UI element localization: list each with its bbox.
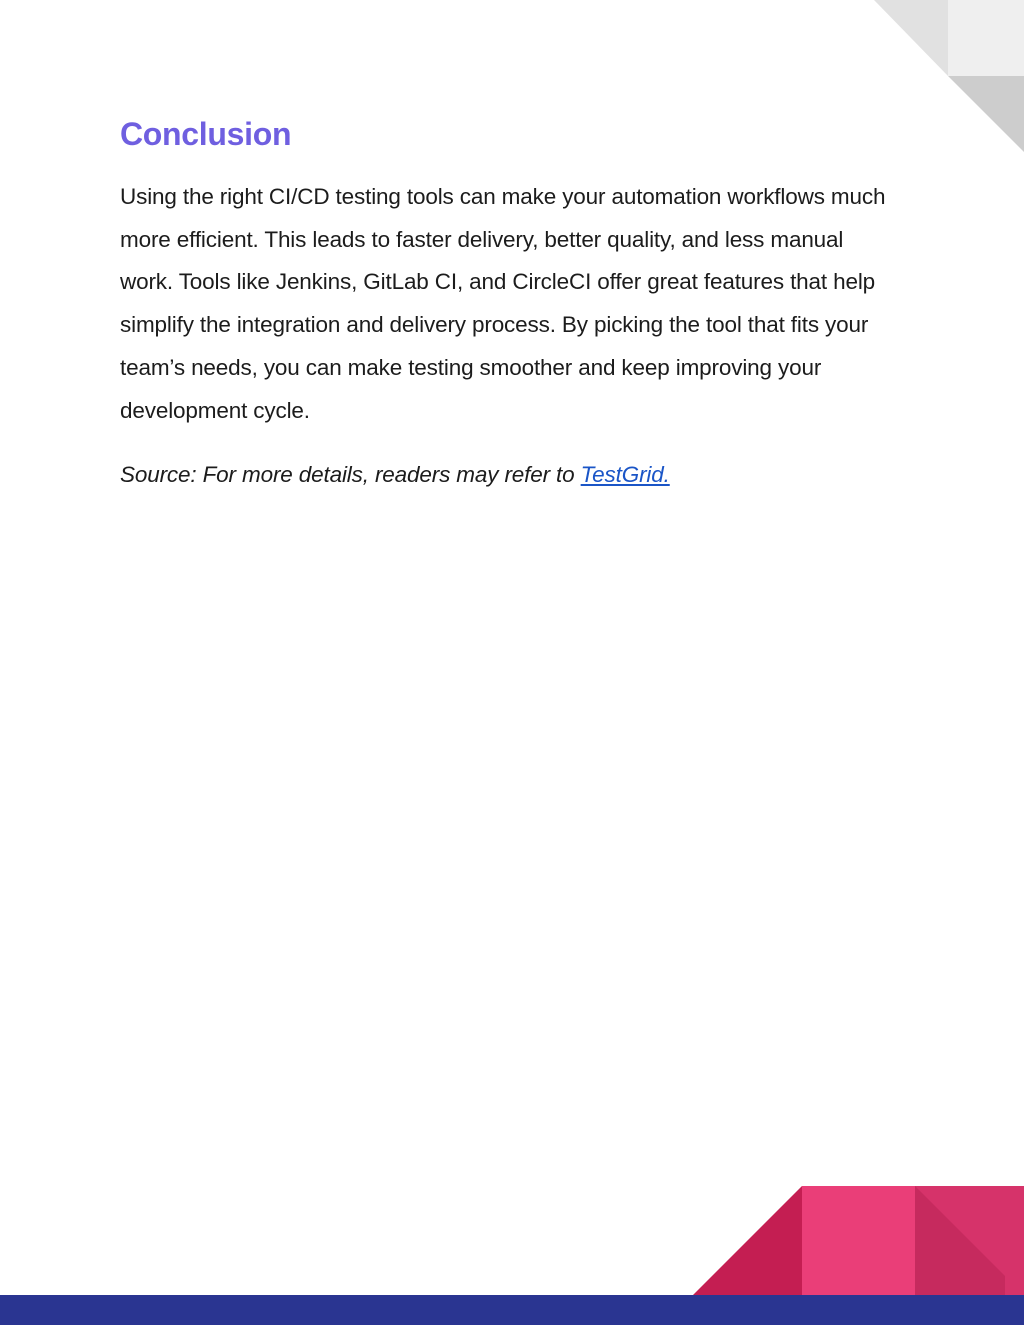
corner-fold-light [948, 0, 1024, 76]
bottom-deco-pink [802, 1186, 915, 1295]
corner-fold-dark [948, 76, 1024, 152]
conclusion-section [120, 112, 890, 496]
footer-band [0, 1295, 1024, 1325]
bottom-deco-crimson [693, 1186, 802, 1295]
bottom-deco-magenta [915, 1186, 1024, 1295]
source-prefix: Source: For more details, readers may refer to [120, 462, 581, 488]
conclusion-paragraph: Using the right CI/CD testing tools can make your automation workflows much more efficient. This leads to faster delivery, better quality, and less manual work. Tools like Jenkins, GitLab CI, and CircleCI offer great features that help simplify the integration and delivery process. By picking the tool that fits your team’s needs, you can make testing smoother and keep improving your development cycle. [120, 184, 886, 423]
testgrid-link[interactable]: TestGrid. [580, 462, 670, 488]
source-line [120, 454, 890, 496]
section-heading: Conclusion [120, 116, 292, 152]
bottom-deco-shade [915, 1186, 1005, 1295]
corner-fold-mid [874, 0, 948, 76]
